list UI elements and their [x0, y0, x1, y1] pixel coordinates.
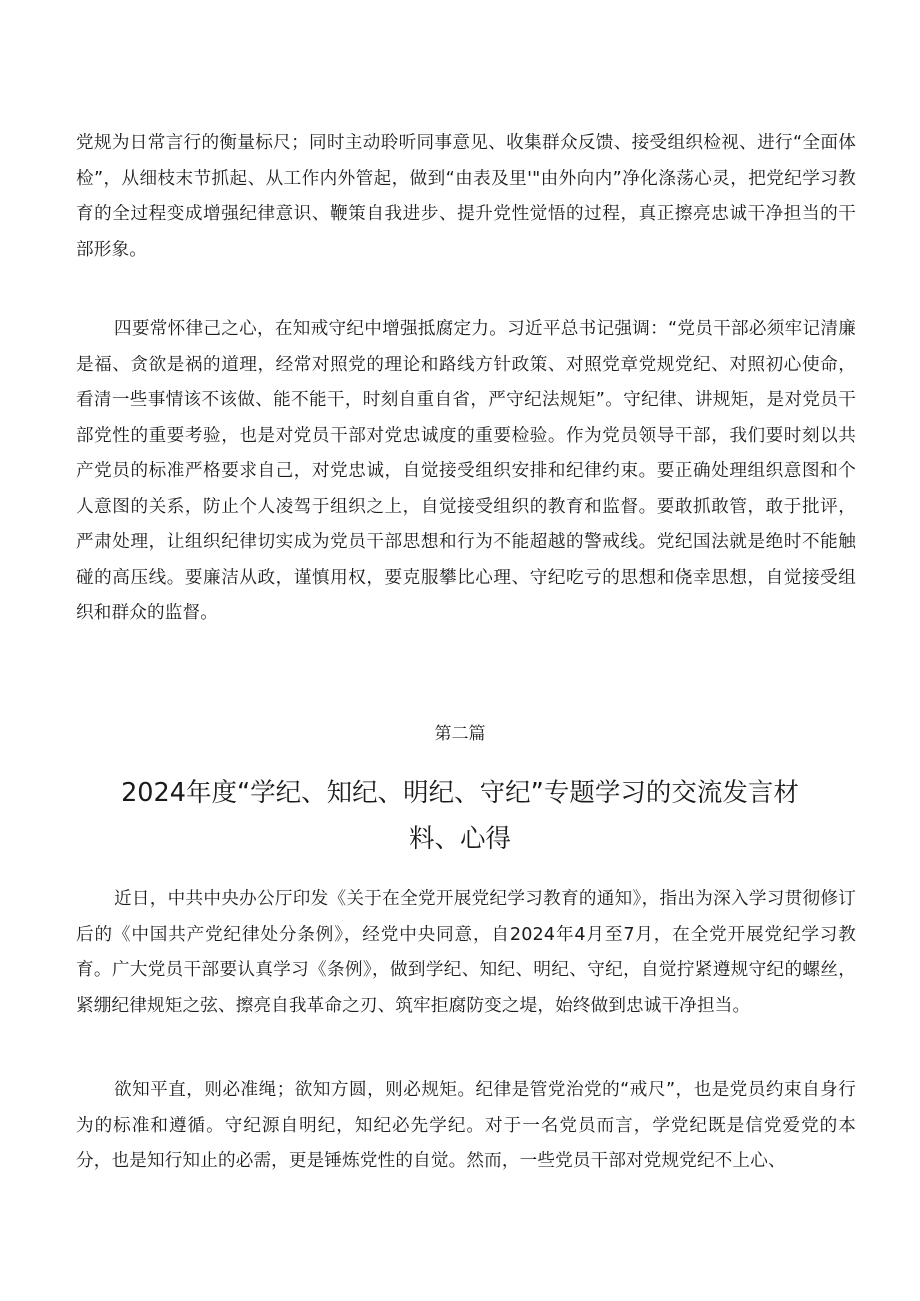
- body-paragraph: 欲知平直，则必准绳；欲知方圆，则必规矩。纪律是管党治党的“戒尺”，也是党员约束自身行为的标准和遵循。守纪源自明纪，知纪必先学纪。对于一名党员而言，学党纪既是信党爱党的本分，也是知行知止的必需，更是锤炼党性的自觉。然而，一些党员干部对党规党纪不上心、: [76, 1080, 856, 1171]
- section-label: 第二篇: [434, 724, 486, 744]
- body-paragraph: 党规为日常言行的衡量标尺；同时主动聆听同事意见、收集群众反馈、接受组织检视、进行“全面体检”，从细枝末节抓起、从工作内外管起，做到“由表及里'"由外向内”净化涤荡心灵，把党纪学习教育的全过程变成增强纪律意识、鞭策自我进步、提升党性觉悟的过程，真正擦亮忠诚干净担当的干部形象。: [76, 133, 856, 260]
- body-paragraph: 四要常怀律己之心，在知戒守纪中增强抵腐定力。习近平总书记强调：“党员干部必须牢记清廉是福、贪欲是祸的道理，经常对照党的理论和路线方针政策、对照党章党规党纪、对照初心使命，看清一些事情该不该做、能不能干，时刻自重自省，严守纪法规矩”。守纪律、讲规矩，是对党员干部党性的重要考验，也是对党员干部对党忠诚度的重要检验。作为党员领导干部，我们要时刻以共产党员的标准严格要求自己，对党忠诚，自觉接受组织安排和纪律约束。要正确处理组织意图和个人意图的关系，防止个人凌驾于组织之上，自觉接受组织的教育和监督。要敢抓敢管，敢于批评，严肃处理，让组织纪律切实成为党员干部思想和行为不能超越的警戒线。党纪国法就是绝时不能触碰的高压线。要廉洁从政，谨慎用权，要克服攀比心理、守纪吃亏的思想和侥幸思想，自觉接受组织和群众的监督。: [76, 319, 856, 623]
- document-title: 2024年度“学纪、知纪、明纪、守纪”专题学习的交流发言材料、心得: [121, 778, 799, 854]
- body-paragraph: 近日，中共中央办公厅印发《关于在全党开展党纪学习教育的通知》，指出为深入学习贯彻修订后的《中国共产党纪律处分条例》，经党中央同意，自2024年4月至7月，在全党开展党纪学习教育。广大党员干部要认真学习《条例》，做到学纪、知纪、明纪、守纪，自觉拧紧遵规守纪的螺丝，紧绷纪律规矩之弦、擦亮自我革命之刃、筑牢拒腐防变之堤，始终做到忠诚干净担当。: [76, 889, 856, 1016]
